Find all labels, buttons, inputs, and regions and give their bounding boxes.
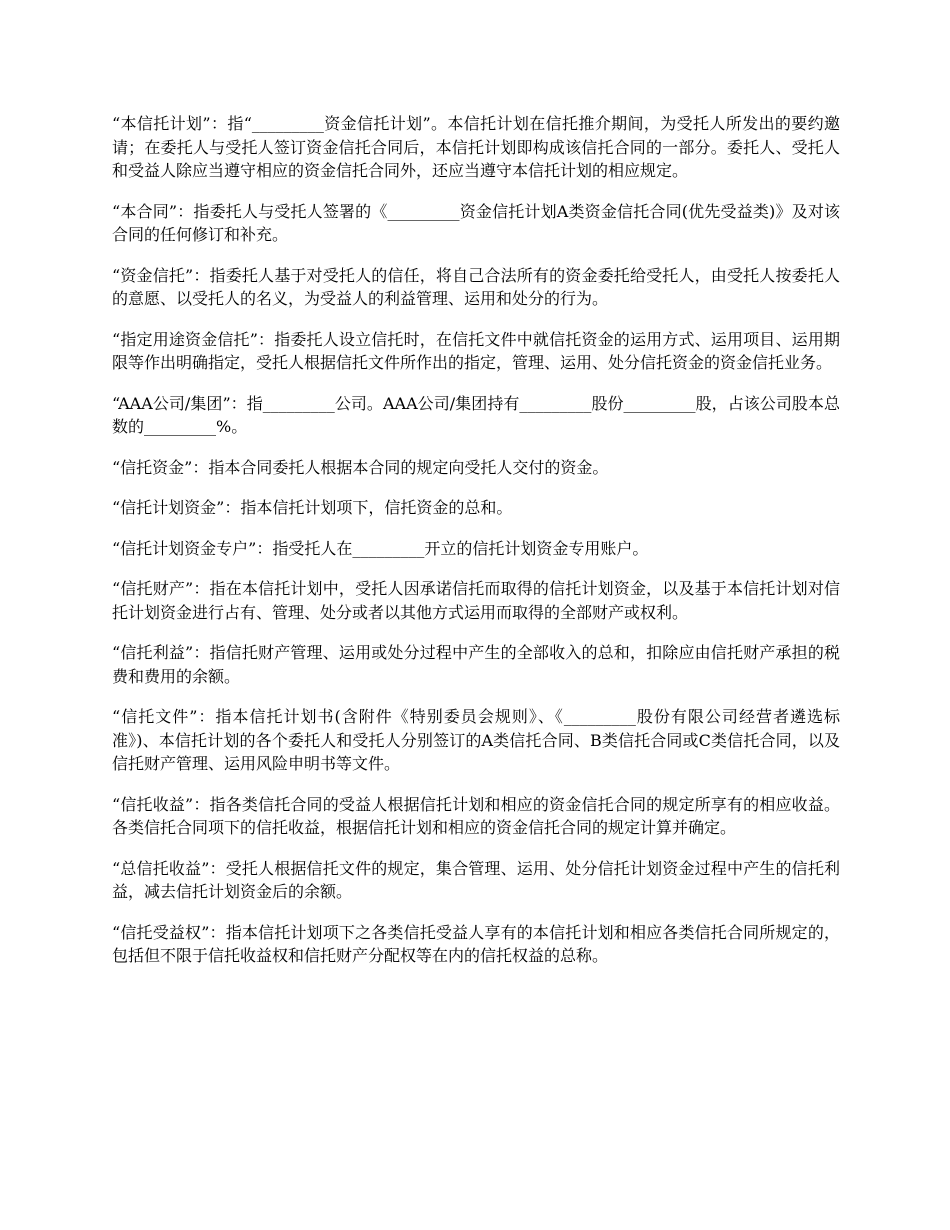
definition-trust-funds: “信托资金”：指本合同委托人根据本合同的规定向受托人交付的资金。	[112, 457, 609, 477]
definition-trust-property: “信托财产”：指在本信托计划中，受托人因承诺信托而取得的信托计划资金，以及基于本信托计划对信托计划资金进行占有、管理、处分或者以其他方式运用而取得的全部财产或权利。	[112, 579, 840, 622]
definition-trust-income: “信托收益”：指各类信托合同的受益人根据信托计划和相应的资金信托合同的规定所享有的相应收益。各类信托合同项下的信托收益，根据信托计划和相应的资金信托合同的规定计算并确定。	[112, 794, 840, 837]
definition-trust-plan-account: “信托计划资金专户”：指受托人在_________开立的信托计划资金专用账户。	[112, 538, 649, 558]
definition-trust-benefit: “信托利益”：指信托财产管理、运用或处分过程中产生的全部收入的总和，扣除应由信托财产承担的税费和费用的余额。	[112, 643, 840, 686]
definition-trust-beneficial-right: “信托受益权”：指本信托计划项下之各类信托受益人享有的本信托计划和相应各类信托合同所规定的，包括但不限于信托收益权和信托财产分配权等在内的信托权益的总称。	[112, 922, 840, 965]
definition-aaa-company: “AAA公司/集团”：指_________公司。AAA公司/集团持有_________股份_________股，占该公司股本总数的_________%。	[112, 393, 840, 436]
definition-trust-documents: “信托文件”：指本信托计划书(含附件《特别委员会规则》、《_________股份有限公司经营者遴选标准》)、本信托计划的各个委托人和受托人分别签订的A类信托合同、B类信托合同或C类信托合同，以及信托财产管理、运用风险申明书等文件。	[112, 707, 840, 773]
document-page	[112, 112, 840, 968]
definition-fund-trust: “资金信托”：指委托人基于对受托人的信任，将自己合法所有的资金委托给受托人，由受托人按委托人的意愿、以受托人的名义，为受益人的利益管理、运用和处分的行为。	[112, 265, 840, 308]
definition-total-trust-income: “总信托收益”：受托人根据信托文件的规定，集合管理、运用、处分信托计划资金过程中产生的信托利益，减去信托计划资金后的余额。	[112, 858, 840, 901]
definition-this-contract: “本合同”：指委托人与受托人签署的《_________资金信托计划A类资金信托合同(优先受益类)》及对该合同的任何修订和补充。	[112, 201, 840, 244]
definition-designated-fund-trust: “指定用途资金信托”：指委托人设立信托时，在信托文件中就信托资金的运用方式、运用项目、运用期限等作出明确指定，受托人根据信托文件所作出的指定，管理、运用、处分信托资金的资金信托业务。	[112, 329, 840, 372]
definition-trust-plan: “本信托计划”：指“_________资金信托计划”。本信托计划在信托推介期间，为受托人所发出的要约邀请；在委托人与受托人签订资金信托合同后，本信托计划即构成该信托合同的一部分。委托人、受托人和受益人除应当遵守相应的资金信托合同外，还应当遵守本信托计划的相应规定。	[112, 114, 840, 180]
definition-trust-plan-funds: “信托计划资金”：指本信托计划项下，信托资金的总和。	[112, 498, 513, 517]
